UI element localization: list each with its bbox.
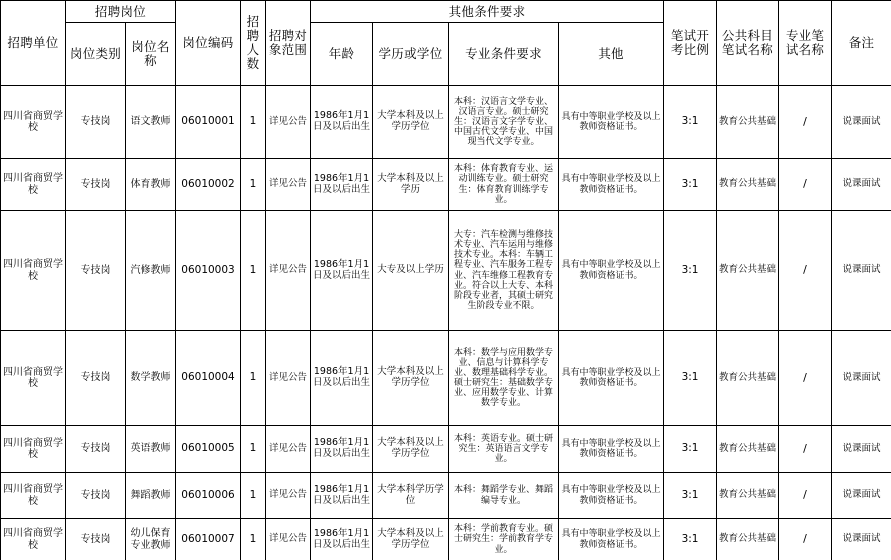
cell-major-subject: / xyxy=(779,159,832,211)
cell-remark: 说课面试 xyxy=(832,159,891,211)
table-row xyxy=(1,211,891,331)
header-job-name: 岗位名称 xyxy=(126,23,176,86)
table-body xyxy=(1,86,891,560)
cell-education: 大学本科及以上学历 xyxy=(373,159,449,211)
cell-remark: 说课面试 xyxy=(832,86,891,159)
cell-exam-ratio: 3:1 xyxy=(664,211,717,331)
cell-headcount: 1 xyxy=(241,331,266,426)
cell-headcount: 1 xyxy=(241,519,266,560)
cell-education: 大学本科及以上学历学位 xyxy=(373,86,449,159)
cell-education: 大学本科及以上学历学位 xyxy=(373,519,449,560)
header-education: 学历或学位 xyxy=(373,23,449,86)
table-row xyxy=(1,86,891,159)
cell-age: 1986年1月1日及以后出生 xyxy=(311,331,373,426)
cell-job-category: 专技岗 xyxy=(66,159,126,211)
cell-major-subject: / xyxy=(779,426,832,473)
cell-public-subject: 教育公共基础 xyxy=(717,426,779,473)
header-exam-ratio: 笔试开考比例 xyxy=(664,1,717,86)
cell-job-code: 06010002 xyxy=(176,159,241,211)
cell-major-requirement: 本科：数学与应用数学专业、信息与计算科学专业、数理基础科学专业。硕士研究生：基础数学专业、应用数学专业、计算数学专业。 xyxy=(449,331,559,426)
header-job-category: 岗位类别 xyxy=(66,23,126,86)
table-row xyxy=(1,519,891,560)
cell-headcount: 1 xyxy=(241,211,266,331)
cell-exam-ratio: 3:1 xyxy=(664,331,717,426)
cell-job-name: 英语教师 xyxy=(126,426,176,473)
cell-exam-ratio: 3:1 xyxy=(664,519,717,560)
cell-major-requirement: 本科：英语专业。硕士研究生：英语语言文学专业。 xyxy=(449,426,559,473)
cell-remark: 说课面试 xyxy=(832,473,891,519)
cell-target-scope: 详见公告 xyxy=(266,159,311,211)
cell-exam-ratio: 3:1 xyxy=(664,426,717,473)
cell-major-subject: / xyxy=(779,331,832,426)
cell-job-name: 语文教师 xyxy=(126,86,176,159)
header-remark: 备注 xyxy=(832,1,891,86)
cell-public-subject: 教育公共基础 xyxy=(717,473,779,519)
cell-job-name: 舞蹈教师 xyxy=(126,473,176,519)
cell-unit: 四川省商贸学校 xyxy=(1,331,66,426)
cell-job-code: 06010003 xyxy=(176,211,241,331)
cell-public-subject: 教育公共基础 xyxy=(717,86,779,159)
cell-major-subject: / xyxy=(779,473,832,519)
cell-education: 大学本科学历学位 xyxy=(373,473,449,519)
cell-target-scope: 详见公告 xyxy=(266,86,311,159)
cell-job-code: 06010007 xyxy=(176,519,241,560)
cell-exam-ratio: 3:1 xyxy=(664,159,717,211)
cell-education: 大学本科及以上学历学位 xyxy=(373,426,449,473)
cell-headcount: 1 xyxy=(241,159,266,211)
header-target-scope: 招聘对象范围 xyxy=(266,1,311,86)
header-row-top xyxy=(1,1,891,23)
cell-headcount: 1 xyxy=(241,426,266,473)
header-other: 其他 xyxy=(559,23,664,86)
cell-major-requirement: 大专：汽车检测与维修技术专业、汽车运用与维修技术专业。本科：车辆工程专业、汽车服务工程专业、汽车维修工程教育专业。符合以上大专、本科阶段专业者，其硕士研究生阶段专业不限。 xyxy=(449,211,559,331)
cell-other: 具有中等职业学校及以上教师资格证书。 xyxy=(559,331,664,426)
cell-job-category: 专技岗 xyxy=(66,86,126,159)
cell-age: 1986年1月1日及以后出生 xyxy=(311,473,373,519)
cell-job-category: 专技岗 xyxy=(66,519,126,560)
cell-remark: 说课面试 xyxy=(832,211,891,331)
cell-exam-ratio: 3:1 xyxy=(664,86,717,159)
table-row xyxy=(1,159,891,211)
cell-unit: 四川省商贸学校 xyxy=(1,159,66,211)
table-row xyxy=(1,331,891,426)
cell-remark: 说课面试 xyxy=(832,519,891,560)
cell-age: 1986年1月1日及以后出生 xyxy=(311,519,373,560)
cell-target-scope: 详见公告 xyxy=(266,426,311,473)
cell-unit: 四川省商贸学校 xyxy=(1,211,66,331)
cell-job-category: 专技岗 xyxy=(66,331,126,426)
table-header xyxy=(1,1,891,86)
header-age: 年龄 xyxy=(311,23,373,86)
header-job-group: 招聘岗位 xyxy=(66,1,176,23)
cell-job-category: 专技岗 xyxy=(66,426,126,473)
cell-job-code: 06010005 xyxy=(176,426,241,473)
cell-target-scope: 详见公告 xyxy=(266,519,311,560)
cell-unit: 四川省商贸学校 xyxy=(1,473,66,519)
cell-job-code: 06010001 xyxy=(176,86,241,159)
cell-education: 大专及以上学历 xyxy=(373,211,449,331)
cell-age: 1986年1月1日及以后出生 xyxy=(311,86,373,159)
cell-job-name: 体育教师 xyxy=(126,159,176,211)
cell-education: 大学本科及以上学历学位 xyxy=(373,331,449,426)
cell-major-requirement: 本科：体育教育专业、运动训练专业。硕士研究生：体育教育训练学专业。 xyxy=(449,159,559,211)
cell-other: 具有中等职业学校及以上教师资格证书。 xyxy=(559,519,664,560)
cell-age: 1986年1月1日及以后出生 xyxy=(311,159,373,211)
cell-major-subject: / xyxy=(779,211,832,331)
cell-target-scope: 详见公告 xyxy=(266,211,311,331)
cell-major-subject: / xyxy=(779,519,832,560)
table-row xyxy=(1,426,891,473)
cell-remark: 说课面试 xyxy=(832,331,891,426)
table-row xyxy=(1,473,891,519)
cell-headcount: 1 xyxy=(241,473,266,519)
header-major-requirement: 专业条件要求 xyxy=(449,23,559,86)
cell-public-subject: 教育公共基础 xyxy=(717,331,779,426)
cell-major-requirement: 本科：汉语言文学专业、汉语言专业。硕士研究生：汉语言文字学专业、中国古代文学专业、中国现当代文学专业。 xyxy=(449,86,559,159)
cell-job-code: 06010004 xyxy=(176,331,241,426)
header-major-subject: 专业笔试名称 xyxy=(779,1,832,86)
cell-unit: 四川省商贸学校 xyxy=(1,519,66,560)
header-public-subject: 公共科目笔试名称 xyxy=(717,1,779,86)
cell-public-subject: 教育公共基础 xyxy=(717,211,779,331)
cell-major-requirement: 本科：舞蹈学专业、舞蹈编导专业。 xyxy=(449,473,559,519)
cell-target-scope: 详见公告 xyxy=(266,473,311,519)
cell-other: 具有中等职业学校及以上教师资格证书。 xyxy=(559,426,664,473)
cell-major-requirement: 本科：学前教育专业。硕士研究生：学前教育学专业。 xyxy=(449,519,559,560)
cell-public-subject: 教育公共基础 xyxy=(717,519,779,560)
cell-target-scope: 详见公告 xyxy=(266,331,311,426)
header-headcount: 招聘人数 xyxy=(241,1,266,86)
header-other-conditions-group: 其他条件要求 xyxy=(311,1,664,23)
cell-job-code: 06010006 xyxy=(176,473,241,519)
cell-remark: 说课面试 xyxy=(832,426,891,473)
cell-job-name: 数学教师 xyxy=(126,331,176,426)
cell-major-subject: / xyxy=(779,86,832,159)
header-job-code: 岗位编码 xyxy=(176,1,241,86)
cell-age: 1986年1月1日及以后出生 xyxy=(311,211,373,331)
header-unit: 招聘单位 xyxy=(1,1,66,86)
cell-other: 具有中等职业学校及以上教师资格证书。 xyxy=(559,159,664,211)
cell-job-category: 专技岗 xyxy=(66,473,126,519)
cell-unit: 四川省商贸学校 xyxy=(1,426,66,473)
cell-job-name: 幼儿保育专业教师 xyxy=(126,519,176,560)
cell-job-category: 专技岗 xyxy=(66,211,126,331)
cell-headcount: 1 xyxy=(241,86,266,159)
cell-other: 具有中等职业学校及以上教师资格证书。 xyxy=(559,473,664,519)
cell-unit: 四川省商贸学校 xyxy=(1,86,66,159)
cell-job-name: 汽修教师 xyxy=(126,211,176,331)
cell-age: 1986年1月1日及以后出生 xyxy=(311,426,373,473)
cell-other: 具有中等职业学校及以上教师资格证书。 xyxy=(559,86,664,159)
cell-other: 具有中等职业学校及以上教师资格证书。 xyxy=(559,211,664,331)
cell-exam-ratio: 3:1 xyxy=(664,473,717,519)
cell-public-subject: 教育公共基础 xyxy=(717,159,779,211)
